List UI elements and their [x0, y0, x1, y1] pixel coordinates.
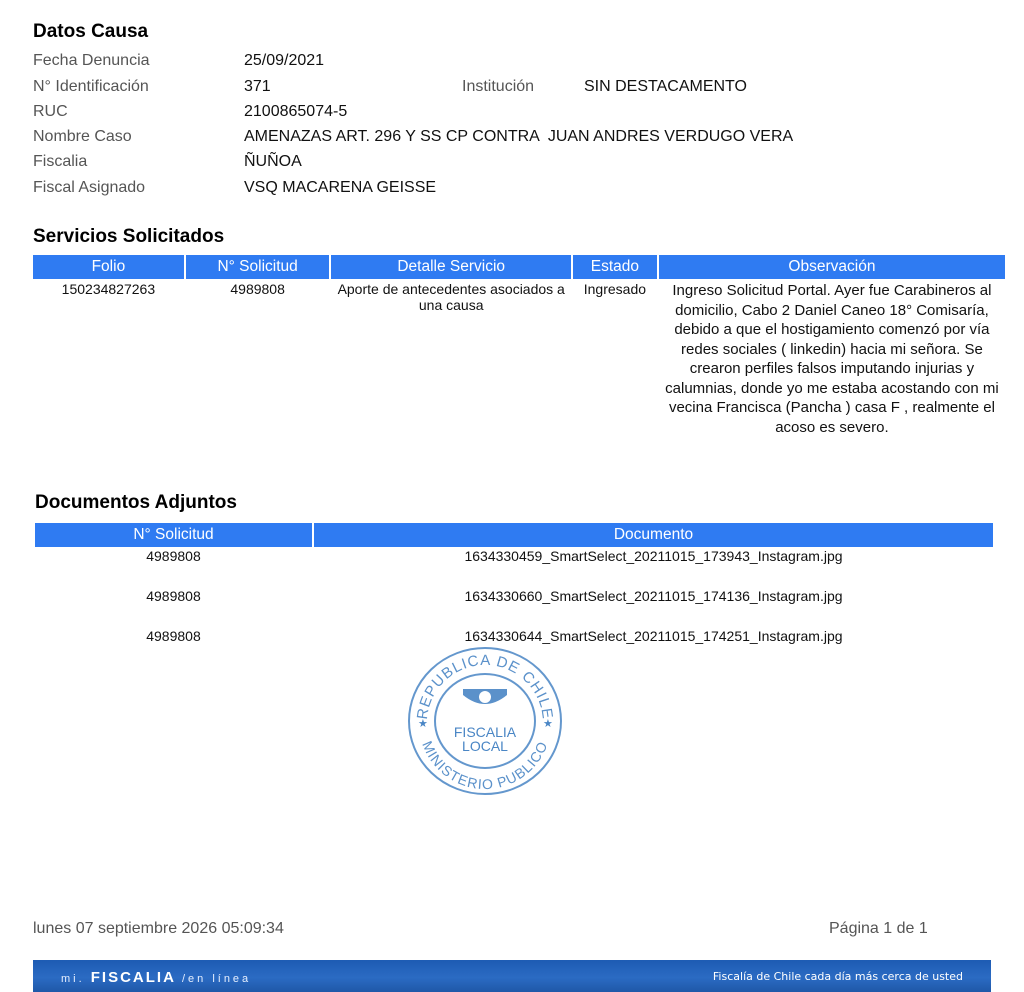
observacion-cell: Ingreso Solicitud Portal. Ayer fue Carabineros al domicilio, Cabo 2 Daniel Caneo 18° Comisaría, debido a que el hostigamiento comenzó por vía redes sociales ( linkedin) hacia mi señora. Se crearon perfiles falsos imputando injurias y calumnias, donde yo me estaba acostando con mi vecina Francisca (Pancha ) casa F , realmente el acoso es severo.	[665, 282, 999, 436]
column-header-observacion: Observación	[659, 255, 1005, 279]
servicios-table	[31, 255, 1007, 439]
documentos-header-row	[35, 523, 993, 547]
seal-star-icon: ★	[543, 718, 553, 730]
column-header-folio: Folio	[33, 255, 184, 279]
fiscalia-emblem-icon	[463, 689, 507, 713]
doc-solicitud-cell: 4989808	[146, 628, 201, 644]
fiscalia-seal-stamp	[405, 645, 565, 797]
estado-cell: Ingresado	[583, 281, 647, 297]
fiscalia-label: Fiscalia	[33, 153, 88, 170]
nombre-caso-label: Nombre Caso	[33, 128, 132, 145]
fiscal-asignado-value: VSQ MACARENA GEISSE	[244, 179, 437, 196]
print-timestamp: lunes 07 septiembre 2026 05:09:34	[33, 920, 284, 937]
column-header-doc-solicitud: N° Solicitud	[35, 523, 312, 547]
fiscal-asignado-label: Fiscal Asignado	[33, 179, 146, 196]
detalle-cell: Aporte de antecedentes asociados a una causa	[337, 281, 565, 313]
doc-solicitud-cell: 4989808	[146, 588, 201, 604]
footer-banner	[33, 960, 991, 992]
servicios-header-row	[33, 255, 1005, 279]
documento-link[interactable]: 1634330644_SmartSelect_20211015_174251_Instagram.jpg	[464, 628, 843, 644]
folio-cell: 150234827263	[61, 281, 156, 297]
documentos-heading: Documentos Adjuntos	[35, 492, 237, 513]
table-row	[33, 279, 1005, 439]
ruc-value: 2100865074-5	[244, 103, 348, 120]
fecha-denuncia-label: Fecha Denuncia	[33, 52, 150, 69]
doc-solicitud-cell: 4989808	[146, 548, 201, 564]
table-row	[35, 547, 993, 587]
column-header-solicitud: N° Solicitud	[186, 255, 330, 279]
identificacion-label: N° Identificación	[33, 78, 149, 95]
nombre-caso-value: AMENAZAS ART. 296 Y SS CP CONTRA JUAN ANDRES VERDUGO VERA	[244, 128, 794, 145]
seal-center-line2: LOCAL	[462, 738, 508, 754]
fecha-denuncia-value: 25/09/2021	[244, 52, 325, 69]
institucion-label: Institución	[462, 78, 535, 95]
page-indicator: Página 1 de 1	[829, 920, 928, 937]
mi-fiscalia-logo	[61, 969, 251, 986]
datos-causa-heading: Datos Causa	[33, 21, 149, 42]
seal-ring-top: REPUBLICA DE CHILE	[413, 651, 557, 721]
servicios-heading: Servicios Solicitados	[33, 226, 225, 247]
documento-link[interactable]: 1634330660_SmartSelect_20211015_174136_Instagram.jpg	[464, 588, 843, 604]
brand-name: FISCALIA	[90, 969, 176, 986]
ruc-label: RUC	[33, 103, 68, 120]
column-header-detalle: Detalle Servicio	[331, 255, 570, 279]
column-header-documento: Documento	[314, 523, 993, 547]
fiscalia-value: ÑUÑOA	[244, 153, 302, 170]
brand-suffix: /en línea	[181, 973, 252, 985]
documento-link[interactable]: 1634330459_SmartSelect_20211015_173943_Instagram.jpg	[464, 548, 843, 564]
identificacion-value: 371	[244, 78, 271, 95]
table-row	[35, 587, 993, 627]
seal-star-icon: ★	[418, 718, 428, 730]
footer-tagline: Fiscalía de Chile cada día más cerca de usted	[712, 970, 963, 983]
seal-center-line1: FISCALIA	[453, 724, 517, 740]
institucion-value: SIN DESTACAMENTO	[584, 78, 747, 95]
solicitud-cell: 4989808	[230, 281, 285, 297]
seal-ring-bottom: MINISTERIO PUBLICO	[419, 738, 551, 793]
brand-prefix: mi.	[61, 973, 85, 985]
column-header-estado: Estado	[573, 255, 657, 279]
